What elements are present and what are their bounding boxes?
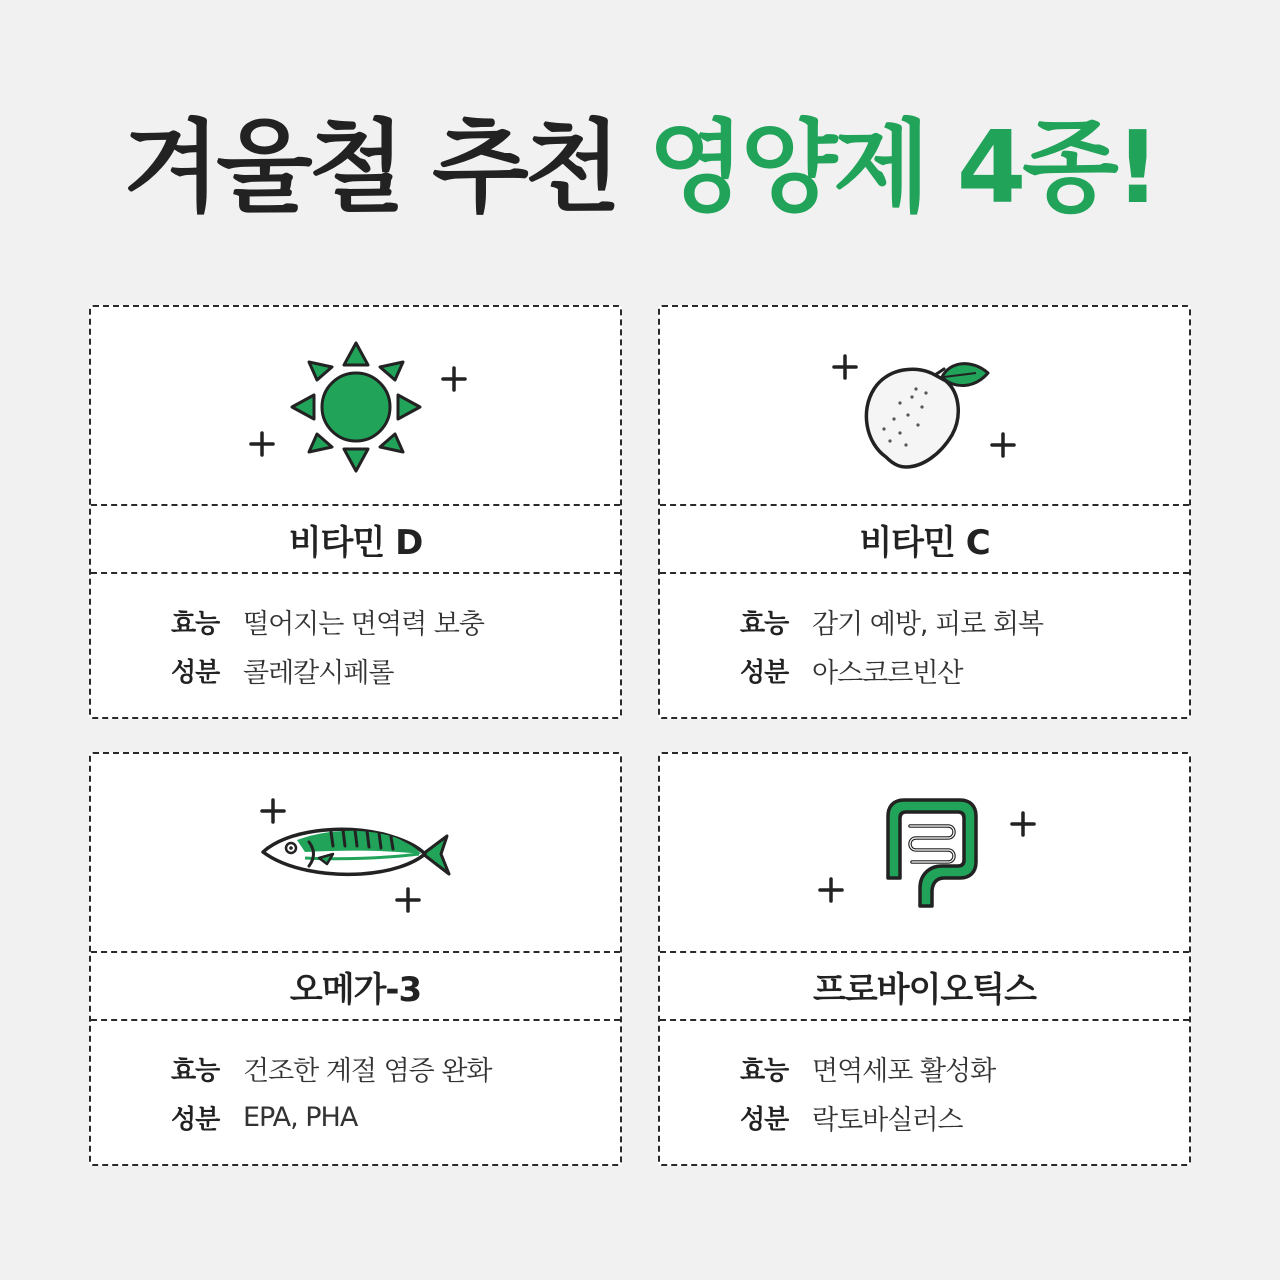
name-area (660, 953, 1189, 1021)
ingredient-value: 아스코르빈산 (812, 657, 963, 689)
ingredient-label: 성분 (171, 657, 220, 688)
ingredient-value: 락토바실러스 (812, 1104, 963, 1136)
sparkle-plus-icon (251, 433, 273, 455)
icon-area (91, 754, 620, 953)
lemon-icon (660, 307, 1189, 506)
icon-area (660, 307, 1189, 506)
icon-area (660, 754, 1189, 953)
effect-label: 효능 (740, 608, 789, 639)
effect-label: 효능 (171, 608, 220, 639)
supplement-name: 프로바이오틱스 (813, 969, 1036, 1010)
title-green-part: 영양제 4종! (648, 109, 1157, 226)
effect-label: 효능 (740, 1055, 789, 1086)
name-area (91, 953, 620, 1021)
intestine-icon (660, 754, 1189, 953)
effect-row (740, 601, 1043, 641)
sparkle-plus-icon (262, 800, 284, 822)
effect-label: 효능 (171, 1055, 220, 1086)
supplement-name: 비타민 C (859, 522, 990, 563)
sparkle-plus-icon (820, 879, 842, 901)
ingredient-row (171, 650, 394, 690)
card-omega-3 (89, 752, 622, 1166)
sparkle-plus-icon (443, 368, 465, 390)
page-title (0, 108, 1280, 228)
effect-row (171, 1048, 492, 1088)
sparkle-plus-icon (1012, 813, 1034, 835)
supplement-name: 비타민 D (288, 522, 423, 563)
ingredient-label: 성분 (740, 657, 789, 688)
info-area (91, 574, 620, 717)
ingredient-label: 성분 (740, 1104, 789, 1135)
sparkle-plus-icon (397, 889, 419, 911)
supplement-name: 오메가-3 (289, 969, 422, 1010)
title-dark-part: 겨울철 추천 (123, 109, 649, 226)
info-area (91, 1021, 620, 1164)
info-area (660, 1021, 1189, 1164)
ingredient-row (171, 1097, 357, 1137)
ingredient-row (740, 650, 963, 690)
sun-icon (91, 307, 620, 506)
name-area (660, 506, 1189, 574)
ingredient-value: 콜레칼시페롤 (243, 657, 394, 689)
ingredient-value: EPA, PHA (243, 1101, 358, 1133)
effect-value: 떨어지는 면역력 보충 (243, 608, 484, 640)
effect-value: 감기 예방, 피로 회복 (812, 608, 1043, 640)
effect-value: 면역세포 활성화 (812, 1055, 996, 1087)
name-area (91, 506, 620, 574)
ingredient-row (740, 1097, 963, 1137)
sparkle-plus-icon (992, 434, 1014, 456)
icon-area (91, 307, 620, 506)
card-probiotics (658, 752, 1191, 1166)
ingredient-label: 성분 (171, 1104, 220, 1135)
info-area (660, 574, 1189, 717)
sparkle-plus-icon (834, 356, 856, 378)
effect-row (740, 1048, 995, 1088)
effect-row (171, 601, 484, 641)
card-vitamin-d (89, 305, 622, 719)
fish-icon (91, 754, 620, 953)
effect-value: 건조한 계절 염증 완화 (243, 1055, 492, 1087)
card-vitamin-c (658, 305, 1191, 719)
